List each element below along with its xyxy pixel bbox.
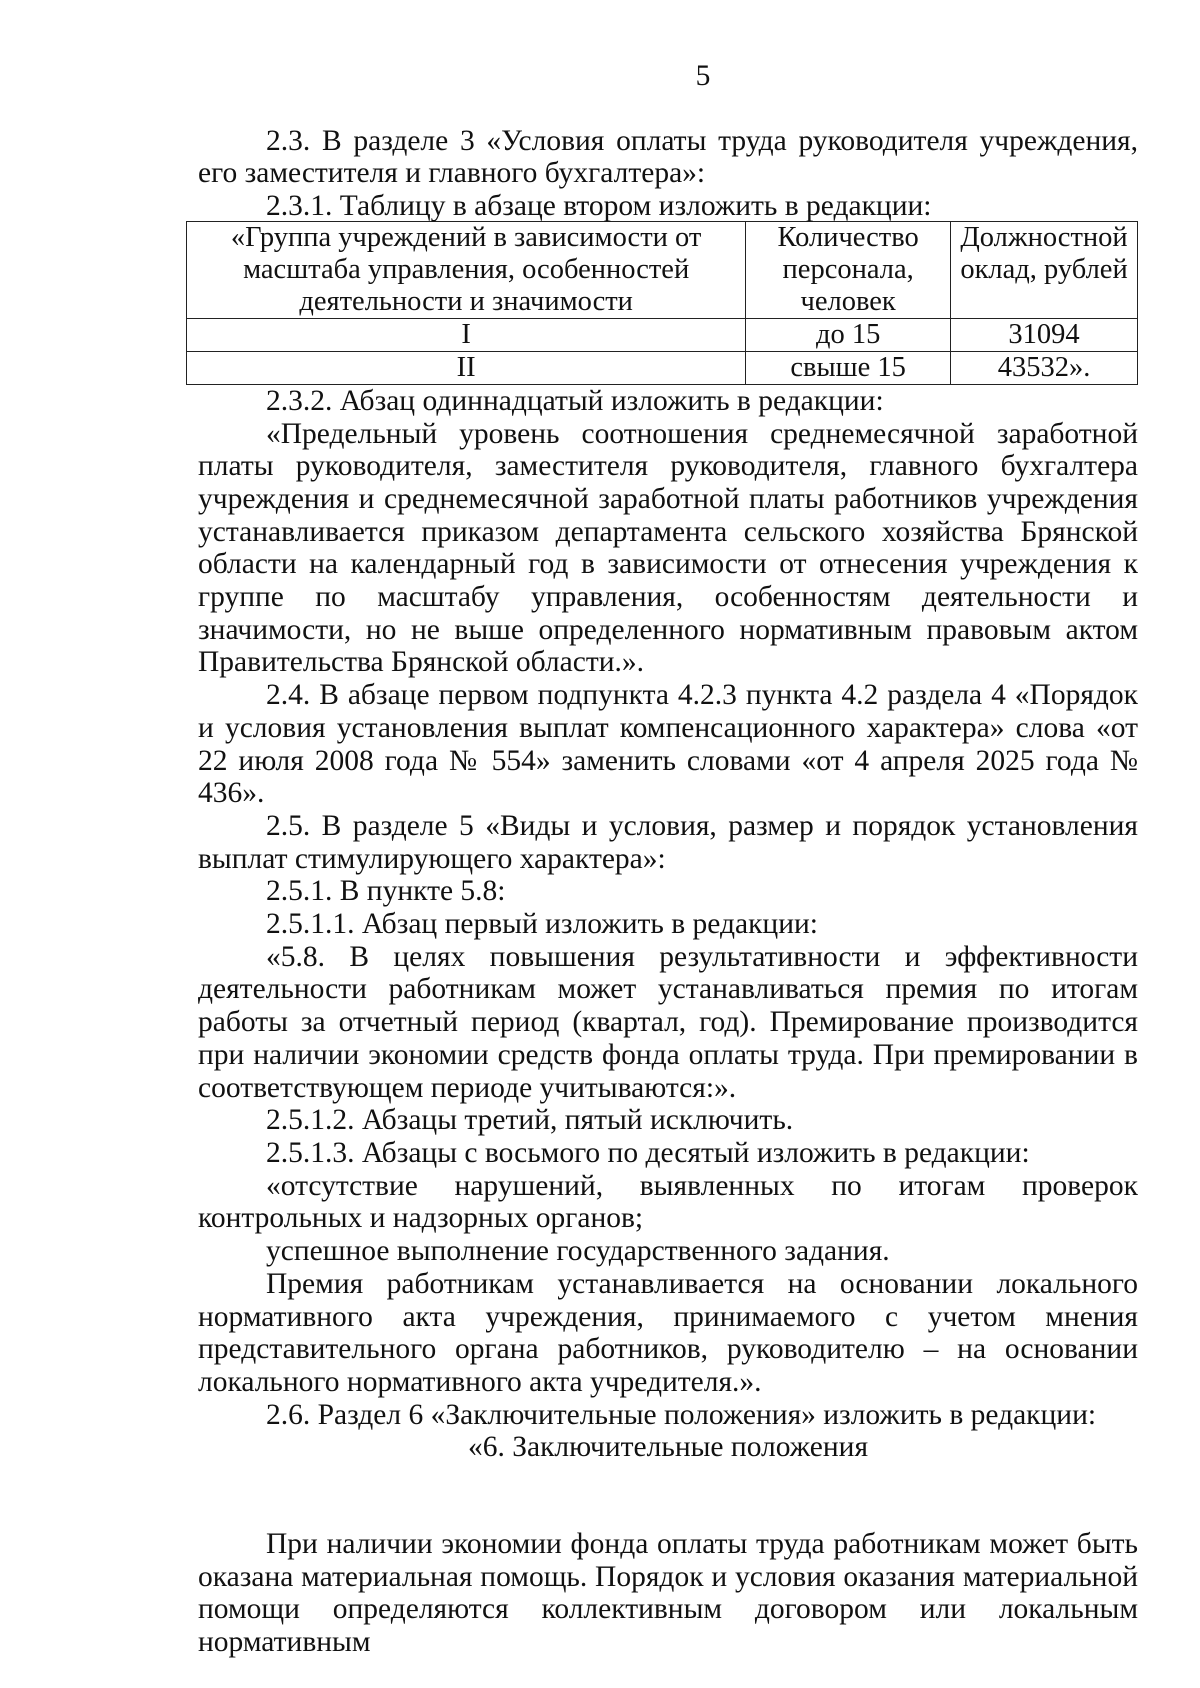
paragraph-2-5-1: 2.5.1. В пункте 5.8: [266,875,506,908]
table-cell-salary: 31094 [951,318,1138,351]
paragraph-2-3-2: 2.3.2. Абзац одиннадцатый изложить в редакции: [266,384,884,417]
table-header-group: «Группа учреждений в зависимости от масштаба управления, особенностей деятельности и значимости [187,221,746,318]
table-header-salary: Должностной оклад, рублей [951,221,1138,318]
section-6-heading: «6. Заключительные положения [467,1431,869,1464]
table-header-staff: Количество персонала, человек [746,221,951,318]
spacer [198,1464,1138,1528]
paragraph-material-aid: При наличии экономии фонда оплаты труда работникам может быть оказана материальная помощь. Порядок и условия оказания материальной помощи определяются коллективным договором или локальным нормативным [198,1528,1138,1659]
paragraph-limit-ratio: «Предельный уровень соотношения среднемесячной заработной платы руководителя, заместителя руководителя, главного бухгалтера учреждения и среднемесячной заработной платы работников учреждения устанавливается приказом департамента сельского хозяйства Брянской области на календарный год в зависимости от отнесения учреждения к группе по масштабу управления, особенностям деятельности и значимости, но не выше определенного нормативным правовым актом Правительства Брянской области.». [198,417,1138,679]
paragraph-2-3: 2.3. В разделе 3 «Условия оплаты труда руководителя учреждения, его заместителя и главного бухгалтера»: [198,124,1138,190]
paragraph-no-violations: «отсутствие нарушений, выявленных по итогам проверок контрольных и надзорных органов; [198,1169,1138,1235]
table-cell-group: II [187,351,746,384]
paragraph-2-5: 2.5. В разделе 5 «Виды и условия, размер и порядок установления выплат стимулирующего характера»: [198,809,1138,875]
paragraph-2-4: 2.4. В абзаце первом подпункта 4.2.3 пункта 4.2 раздела 4 «Порядок и условия установления выплат компенсационного характера» слова «от 22 июля 2008 года № 554» заменить словами «от 4 апреля 2025 года № 436». [198,679,1138,810]
salary-table [186,221,1138,385]
table-cell-group: I [187,318,746,351]
paragraph-2-5-1-1: 2.5.1.1. Абзац первый изложить в редакции: [266,908,818,941]
page-number: 5 [695,60,711,92]
paragraph-5-8: «5.8. В целях повышения результативности и эффективности деятельности работникам может устанавливаться премия по итогам работы за отчетный период (квартал, год). Премирование производится при наличии экономии средств фонда оплаты труда. При премировании в соответствующем периоде учитываются:». [198,940,1138,1104]
table-header-row [187,221,1138,318]
table-row [187,318,1138,351]
paragraph-2-5-1-2: 2.5.1.2. Абзацы третий, пятый исключить. [266,1104,794,1137]
paragraph-2-5-1-3: 2.5.1.3. Абзацы с восьмого по десятый изложить в редакции: [266,1136,1030,1169]
paragraph-bonus: Премия работникам устанавливается на основании локального нормативного акта учреждения, принимаемого с учетом мнения представительного органа работников, руководителю – на основании локального нормативного акта учредителя.». [198,1267,1138,1398]
paragraph-2-3-1: 2.3.1. Таблицу в абзаце втором изложить в редакции: [266,190,932,223]
table-row [187,351,1138,384]
document-page [198,60,1138,1659]
table-cell-staff: свыше 15 [746,351,951,384]
paragraph-state-task: успешное выполнение государственного задания. [266,1235,890,1268]
paragraph-2-6: 2.6. Раздел 6 «Заключительные положения» изложить в редакции: [266,1398,1097,1431]
table-cell-salary: 43532». [951,351,1138,384]
table-cell-staff: до 15 [746,318,951,351]
